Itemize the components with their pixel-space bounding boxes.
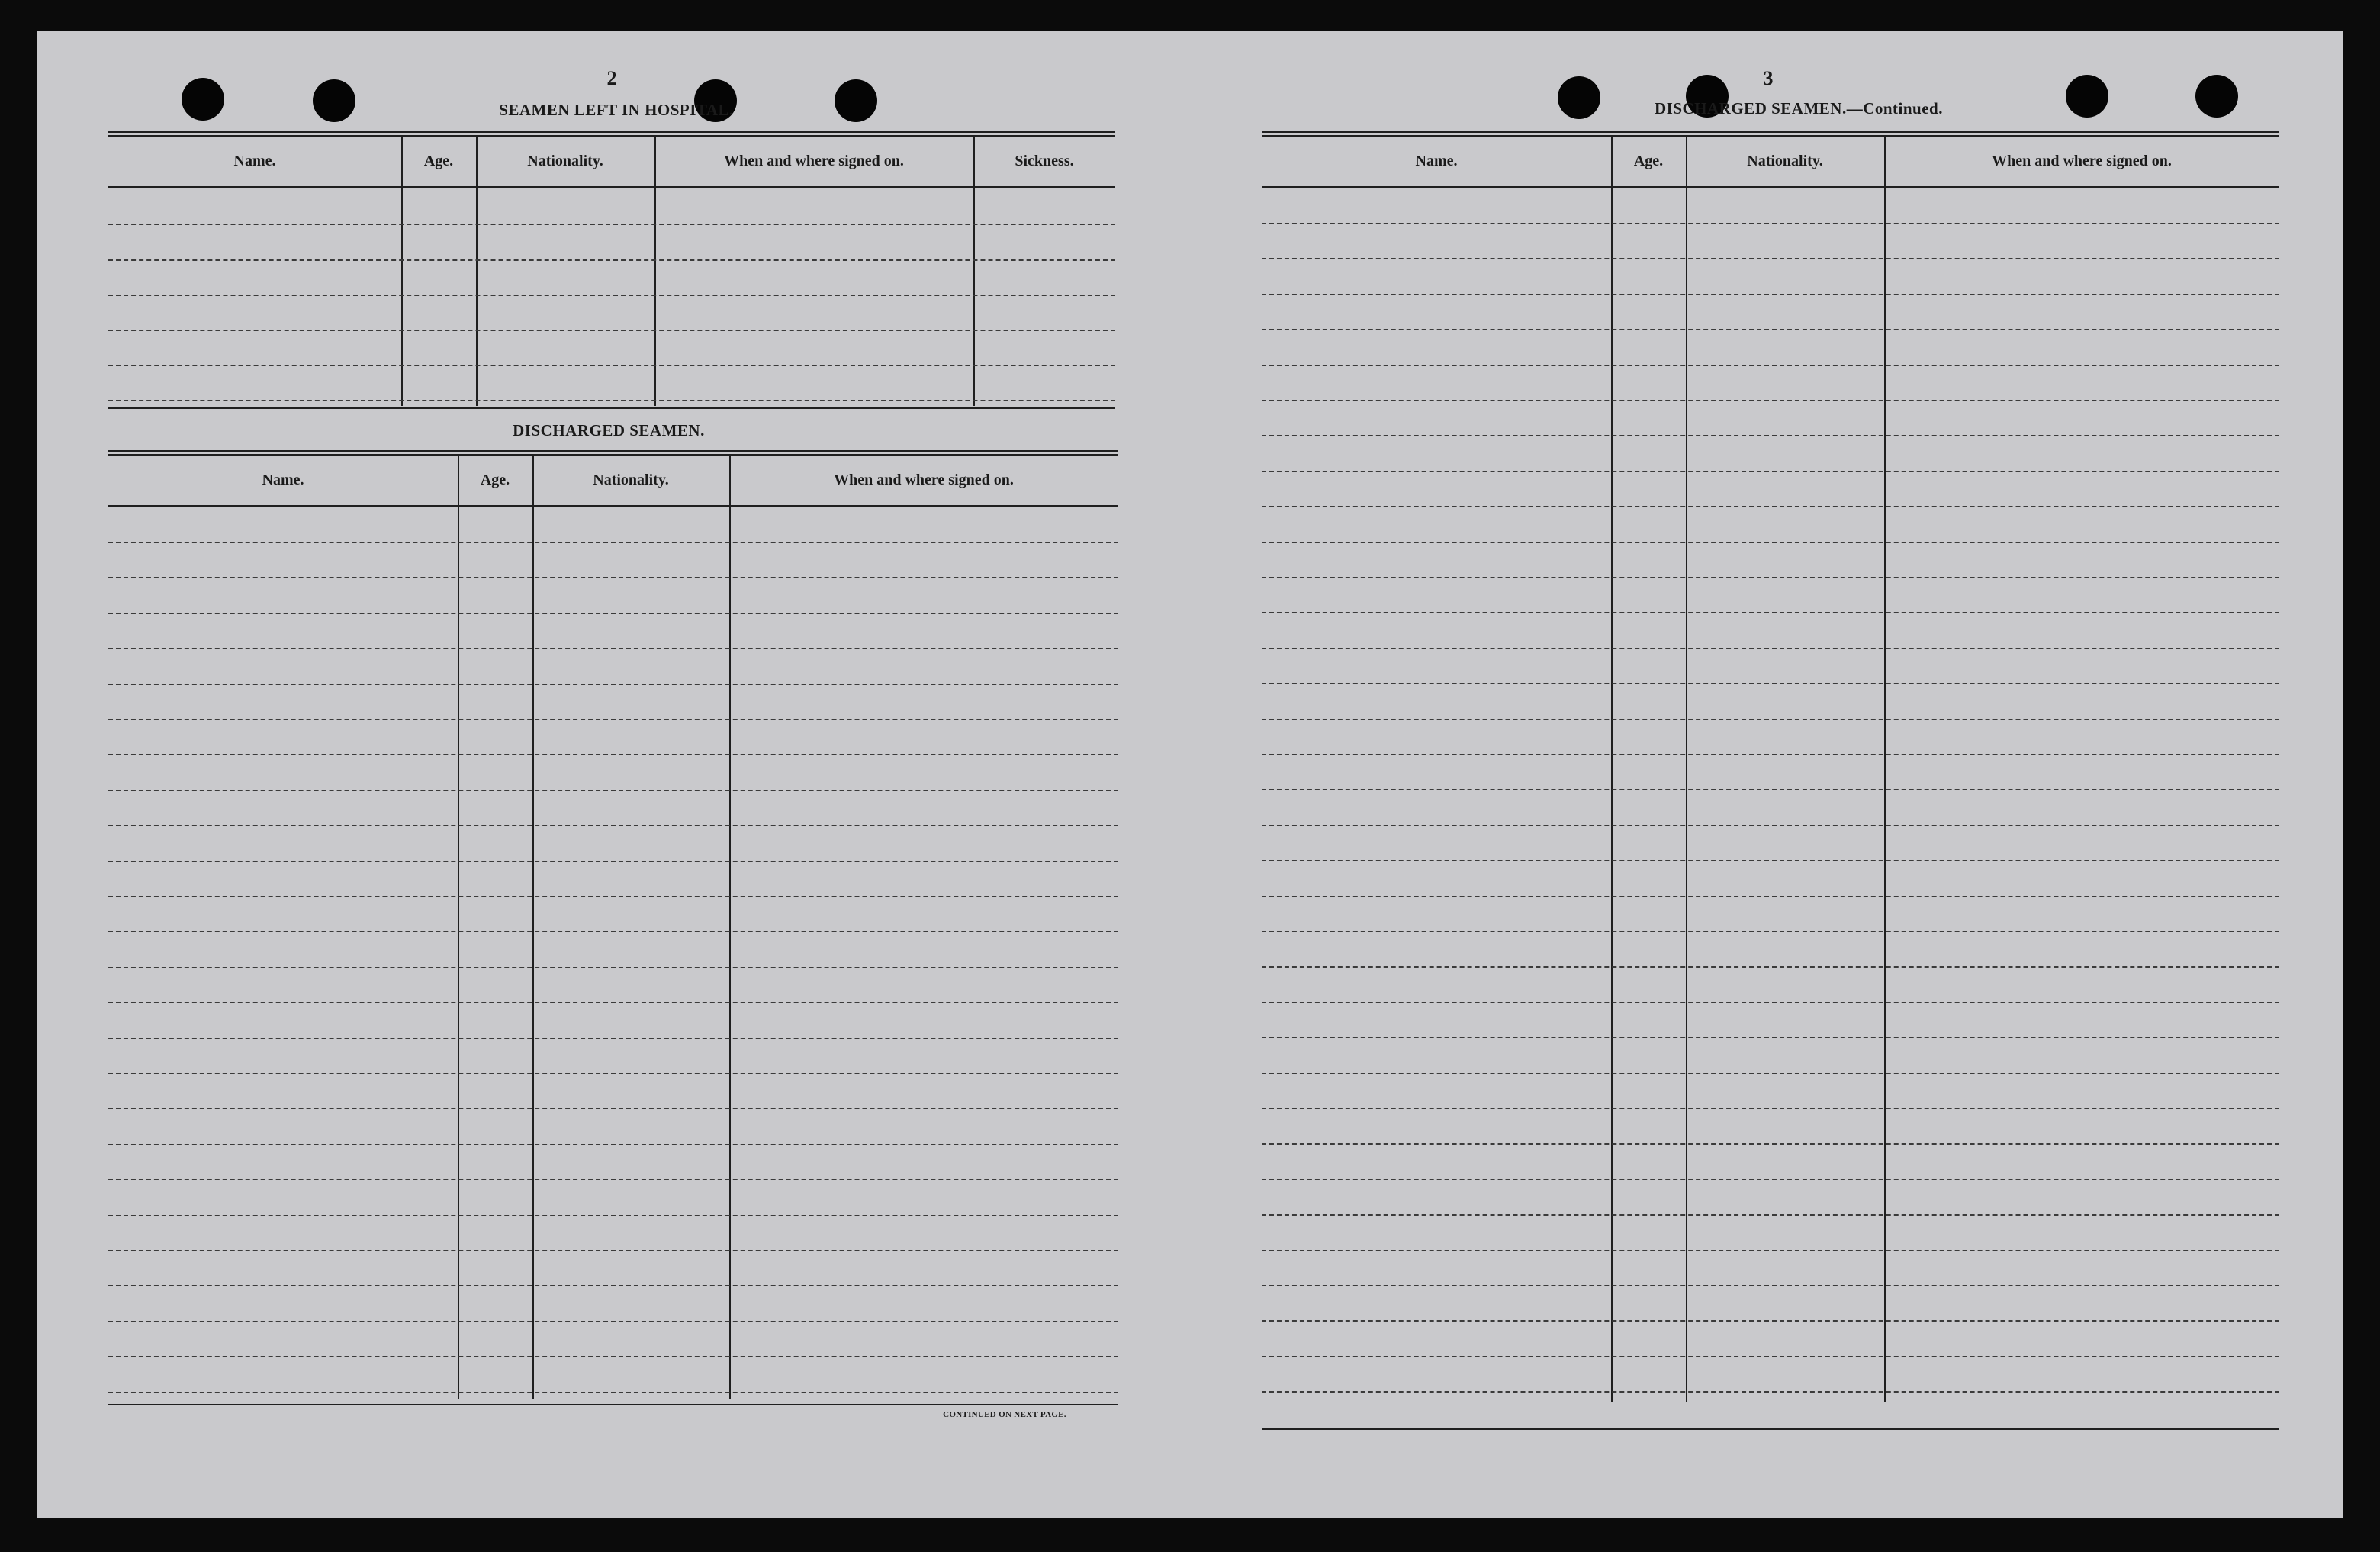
punch-hole-4 [835, 79, 877, 122]
entry-row-line [1262, 789, 2279, 790]
punch-hole-1 [182, 78, 224, 121]
entry-row-line [1262, 966, 2279, 968]
entry-row-line [108, 1073, 1118, 1074]
entry-row-line [1262, 1356, 2279, 1357]
entry-row-line [108, 1356, 1118, 1357]
hospital-row-line [108, 365, 1115, 366]
entry-row-line [108, 577, 1118, 578]
entry-row-line [1262, 577, 2279, 578]
hospital-row-line [108, 400, 1115, 401]
entry-row-line [1262, 896, 2279, 897]
discharged-section-title: DISCHARGED SEAMEN. [513, 421, 705, 440]
entry-row-line [1262, 1073, 2279, 1074]
entry-row-line [1262, 1250, 2279, 1251]
right-col-signed-on: When and where signed on. [1992, 153, 2172, 169]
entry-row-line [1262, 1002, 2279, 1003]
entry-row-line [1262, 1320, 2279, 1322]
hospital-col-name: Name. [233, 153, 276, 169]
punch-hole-8 [2195, 75, 2238, 118]
punch-hole-5 [1558, 76, 1600, 119]
discharged-col-nationality: Nationality. [593, 472, 669, 488]
hospital-col-signed-on: When and where signed on. [724, 153, 904, 169]
entry-row-line [1262, 683, 2279, 684]
entry-row-line [1262, 365, 2279, 366]
discharged-continued-title: DISCHARGED SEAMEN.—Continued. [1655, 99, 1943, 118]
entry-row-line [108, 790, 1118, 791]
hospital-row-line [108, 224, 1115, 225]
hospital-table [108, 131, 1115, 414]
hospital-col-sickness: Sickness. [1015, 153, 1074, 169]
continued-note: CONTINUED ON NEXT PAGE. [943, 1410, 1066, 1419]
discharged-table-left [108, 450, 1118, 1412]
hospital-section-title: SEAMEN LEFT IN HOSPITAL. [499, 101, 734, 119]
discharged-col-signed-on: When and where signed on. [834, 472, 1014, 488]
hospital-col-age: Age. [423, 153, 454, 169]
entry-row-line [108, 1392, 1118, 1393]
right-col-name: Name. [1415, 153, 1458, 169]
right-page-number: 3 [1763, 67, 1774, 89]
entry-row-line [108, 1002, 1118, 1003]
entry-row-line [1262, 542, 2279, 543]
entry-row-line [108, 648, 1118, 649]
entry-row-line [108, 1108, 1118, 1109]
entry-row-line [1262, 435, 2279, 436]
entry-row-line [1262, 258, 2279, 259]
entry-row-line [1262, 612, 2279, 613]
entry-row-line [1262, 754, 2279, 755]
right-col-nationality: Nationality. [1747, 153, 1823, 169]
left-page-number: 2 [606, 67, 617, 89]
hospital-row-line [108, 330, 1115, 331]
entry-row-line [108, 542, 1118, 543]
hospital-col-nationality: Nationality. [527, 153, 603, 169]
entry-row-line [108, 1179, 1118, 1180]
entry-row-line [1262, 1143, 2279, 1145]
entry-row-line [108, 1215, 1118, 1216]
entry-row-line [108, 1144, 1118, 1145]
entry-row-line [108, 719, 1118, 720]
entry-row-line [1262, 223, 2279, 224]
entry-row-line [1262, 825, 2279, 826]
entry-row-line [1262, 1214, 2279, 1216]
entry-row-line [1262, 1391, 2279, 1393]
punch-hole-2 [313, 79, 355, 122]
entry-row-line [1262, 471, 2279, 472]
entry-row-line [108, 967, 1118, 968]
right-col-age: Age. [1633, 153, 1664, 169]
discharged-col-name: Name. [262, 472, 304, 488]
entry-row-line [108, 613, 1118, 614]
entry-row-line [1262, 1037, 2279, 1038]
entry-row-line [108, 754, 1118, 755]
entry-row-line [108, 1250, 1118, 1251]
scanned-sheet [37, 31, 2343, 1518]
entry-row-line [108, 861, 1118, 862]
entry-row-line [1262, 1179, 2279, 1180]
entry-row-line [1262, 400, 2279, 401]
entry-row-line [1262, 1108, 2279, 1109]
entry-row-line [1262, 329, 2279, 330]
entry-row-line [108, 896, 1118, 897]
entry-row-line [108, 1321, 1118, 1322]
entry-row-line [1262, 506, 2279, 507]
entry-row-line [1262, 931, 2279, 932]
punch-hole-7 [2066, 75, 2108, 118]
entry-row-line [1262, 860, 2279, 861]
entry-row-line [1262, 719, 2279, 720]
entry-row-line [1262, 1285, 2279, 1286]
entry-row-line [1262, 294, 2279, 295]
hospital-row-line [108, 295, 1115, 296]
discharged-table-right [1262, 131, 2279, 1438]
entry-row-line [108, 825, 1118, 826]
entry-row-line [108, 931, 1118, 932]
entry-row-line [1262, 648, 2279, 649]
entry-row-line [108, 1038, 1118, 1039]
discharged-col-age: Age. [480, 472, 510, 488]
entry-row-line [108, 1285, 1118, 1286]
hospital-row-line [108, 259, 1115, 261]
entry-row-line [108, 684, 1118, 685]
